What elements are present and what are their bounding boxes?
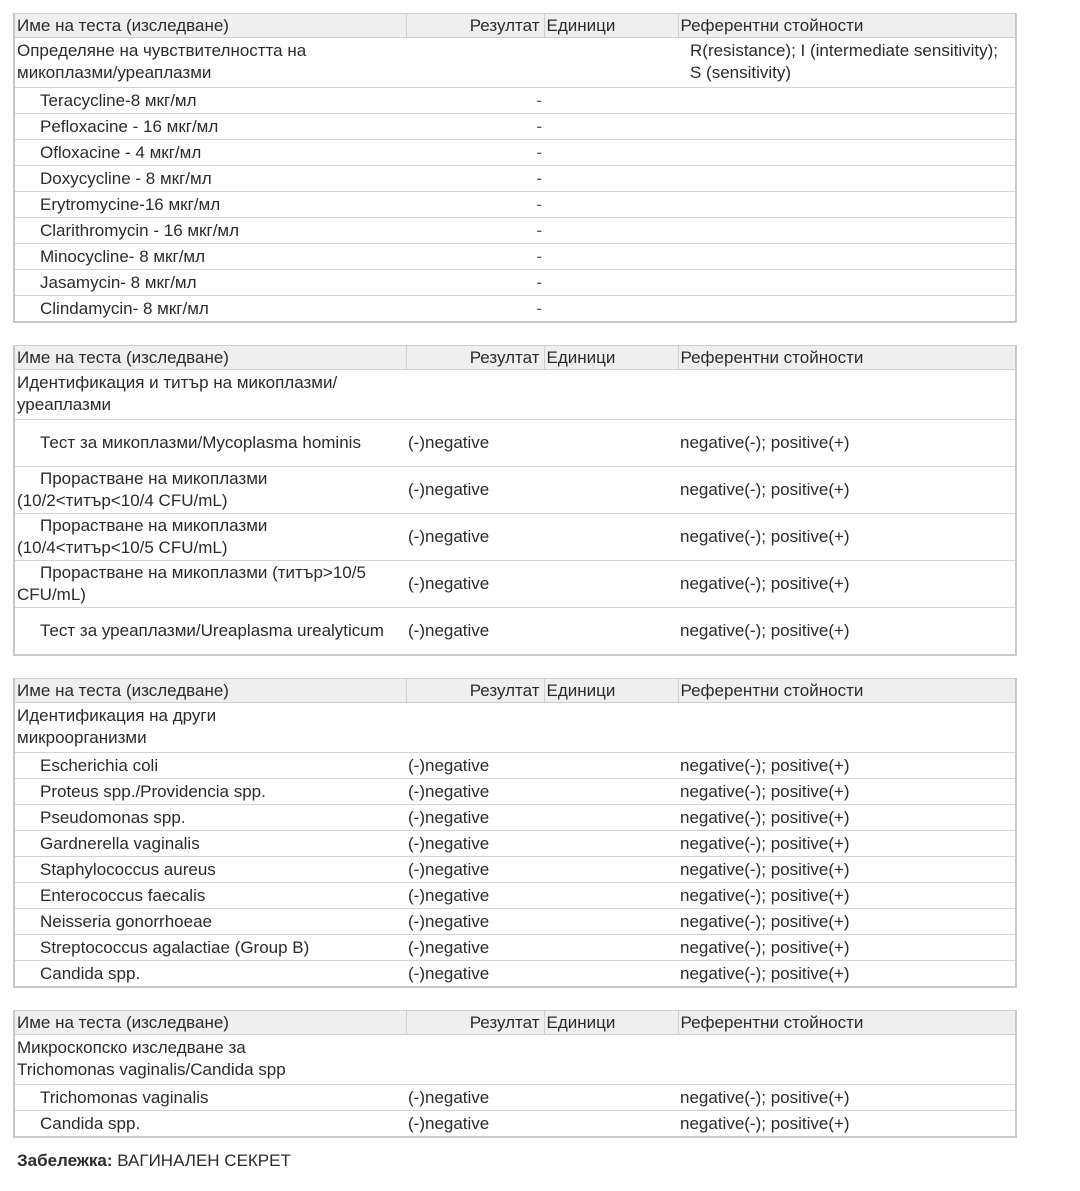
test-units	[544, 296, 678, 323]
test-units	[544, 270, 678, 296]
test-reference: negative(-); positive(+)	[678, 883, 1016, 909]
group-title: Определяне на чувствителността на микоплазми/уреаплазми	[14, 38, 406, 88]
test-reference	[678, 88, 1016, 114]
test-reference: negative(-); positive(+)	[678, 514, 1016, 561]
test-units	[544, 561, 678, 608]
table-row	[14, 192, 1016, 218]
test-units	[544, 909, 678, 935]
table-row	[14, 514, 1016, 561]
test-units	[544, 166, 678, 192]
column-header-name: Име на теста (изследване)	[14, 679, 406, 703]
test-result: -	[406, 218, 544, 244]
test-result: -	[406, 270, 544, 296]
group-row	[14, 38, 1016, 88]
test-units	[544, 88, 678, 114]
test-units	[544, 805, 678, 831]
test-reference: negative(-); positive(+)	[680, 1113, 850, 1133]
table-row	[14, 805, 1016, 831]
test-name: Erytromycine-16 мкг/мл	[14, 192, 406, 218]
test-units	[544, 514, 678, 561]
test-result: -	[536, 298, 542, 318]
column-header-reference: Референтни стойности	[678, 1011, 1016, 1035]
test-reference: negative(-); positive(+)	[678, 857, 1016, 883]
test-reference: negative(-); positive(+)	[680, 963, 850, 983]
test-result: (-)negative	[406, 779, 544, 805]
table-row	[14, 140, 1016, 166]
test-units	[544, 467, 678, 514]
other-microorganisms-table	[13, 678, 1017, 988]
specimen-note	[17, 1151, 291, 1171]
table-row	[14, 753, 1016, 779]
test-reference	[678, 218, 1016, 244]
column-header-units: Единици	[544, 346, 678, 370]
table-row	[14, 114, 1016, 140]
test-reference	[678, 296, 1016, 323]
table-row	[14, 909, 1016, 935]
test-reference: negative(-); positive(+)	[678, 805, 1016, 831]
table-row	[14, 244, 1016, 270]
column-header-result: Резултат	[406, 346, 544, 370]
table-row	[14, 166, 1016, 192]
test-name: Candida spp.	[40, 1113, 141, 1133]
column-header-result: Резултат	[406, 1011, 544, 1035]
table-header	[14, 346, 1016, 370]
test-units	[544, 218, 678, 244]
test-reference: negative(-); positive(+)	[678, 935, 1016, 961]
test-name: Прорастване на микоплазми (10/2<титър<10/4 CFU/mL)	[14, 467, 406, 514]
test-reference: negative(-); positive(+)	[678, 420, 1016, 467]
test-name: Trichomonas vaginalis	[14, 1085, 406, 1111]
test-name: Тест за микоплазми/Mycoplasma hominis	[14, 420, 406, 467]
group-title: Идентификация на други микроорганизми	[14, 703, 406, 753]
test-units	[544, 753, 678, 779]
column-header-reference: Референтни стойности	[678, 346, 1016, 370]
test-units	[544, 883, 678, 909]
test-result: (-)negative	[408, 1113, 490, 1133]
group-row	[14, 703, 1016, 753]
test-result: -	[406, 88, 544, 114]
test-result: (-)negative	[406, 935, 544, 961]
test-result: (-)negative	[406, 514, 544, 561]
test-result: (-)negative	[406, 909, 544, 935]
column-header-reference: Референтни стойности	[678, 14, 1016, 38]
test-name: Proteus spp./Providencia spp.	[14, 779, 406, 805]
column-header-units: Единици	[544, 14, 678, 38]
test-result: (-)negative	[406, 420, 544, 467]
test-result: (-)negative	[406, 857, 544, 883]
column-header-units: Единици	[544, 1011, 678, 1035]
test-reference: negative(-); positive(+)	[678, 753, 1016, 779]
test-reference: negative(-); positive(+)	[680, 621, 850, 640]
test-name: Gardnerella vaginalis	[14, 831, 406, 857]
group-row	[14, 370, 1016, 420]
table-row	[14, 831, 1016, 857]
test-name: Enterococcus faecalis	[14, 883, 406, 909]
group-title: Микроскопско изследване за Trichomonas vaginalis/Candida spp	[14, 1035, 406, 1085]
test-name: Тест за уреаплазми/Ureaplasma urealyticum	[40, 621, 384, 640]
test-name: Pefloxacine - 16 мкг/мл	[14, 114, 406, 140]
test-units	[544, 961, 678, 988]
test-units	[544, 192, 678, 218]
test-reference: negative(-); positive(+)	[678, 1085, 1016, 1111]
test-units	[544, 831, 678, 857]
test-reference: negative(-); positive(+)	[678, 909, 1016, 935]
test-name: Clarithromycin - 16 мкг/мл	[14, 218, 406, 244]
table-row	[14, 1085, 1016, 1111]
test-name: Teracycline-8 мкг/мл	[14, 88, 406, 114]
test-name: Minocycline- 8 мкг/мл	[14, 244, 406, 270]
test-result: (-)negative	[406, 805, 544, 831]
test-result: (-)negative	[406, 561, 544, 608]
column-header-units: Единици	[544, 679, 678, 703]
test-result: -	[406, 166, 544, 192]
test-reference	[678, 244, 1016, 270]
table-row	[14, 296, 1016, 323]
column-header-name: Име на теста (изследване)	[14, 14, 406, 38]
test-name: Streptococcus agalactiae (Group B)	[14, 935, 406, 961]
test-units	[544, 1111, 678, 1138]
table-row	[14, 467, 1016, 514]
test-reference	[678, 140, 1016, 166]
test-name: Jasamycin- 8 мкг/мл	[14, 270, 406, 296]
test-name: Staphylococcus aureus	[14, 857, 406, 883]
table-row	[14, 608, 1016, 656]
test-units	[544, 140, 678, 166]
table-row	[14, 88, 1016, 114]
test-result: -	[406, 192, 544, 218]
test-result: -	[406, 244, 544, 270]
table-header	[14, 679, 1016, 703]
table-row	[14, 561, 1016, 608]
test-result: (-)negative	[408, 621, 490, 640]
test-units	[544, 1085, 678, 1111]
table-row	[14, 935, 1016, 961]
column-header-name: Име на теста (изследване)	[14, 1011, 406, 1035]
mycoplasma-identification-table	[13, 345, 1017, 656]
test-units	[544, 244, 678, 270]
test-units	[544, 420, 678, 467]
note-value: ВАГИНАЛЕН СЕКРЕТ	[112, 1151, 291, 1170]
test-reference	[678, 114, 1016, 140]
test-reference: negative(-); positive(+)	[678, 779, 1016, 805]
microscopy-table	[13, 1010, 1017, 1138]
test-name: Doxycycline - 8 мкг/мл	[14, 166, 406, 192]
test-name: Escherichia coli	[14, 753, 406, 779]
test-name: Candida spp.	[40, 963, 141, 983]
test-name: Прорастване на микоплазми (титър>10/5 CFU/mL)	[14, 561, 406, 608]
test-result: (-)negative	[408, 963, 490, 983]
test-result: (-)negative	[406, 831, 544, 857]
table-row	[14, 420, 1016, 467]
table-row	[14, 218, 1016, 244]
test-name: Clindamycin- 8 мкг/мл	[40, 298, 209, 318]
table-row	[14, 270, 1016, 296]
test-result: (-)negative	[406, 1085, 544, 1111]
test-result: (-)negative	[406, 883, 544, 909]
column-header-name: Име на теста (изследване)	[14, 346, 406, 370]
test-name: Ofloxacine - 4 мкг/мл	[14, 140, 406, 166]
test-reference	[678, 166, 1016, 192]
test-units	[544, 114, 678, 140]
susceptibility-table	[13, 13, 1017, 323]
test-reference: negative(-); positive(+)	[678, 467, 1016, 514]
test-reference: negative(-); positive(+)	[678, 831, 1016, 857]
column-header-result: Резултат	[406, 14, 544, 38]
test-result: -	[406, 140, 544, 166]
test-name: Pseudomonas spp.	[14, 805, 406, 831]
lab-report	[13, 13, 1015, 1160]
test-result: (-)negative	[406, 467, 544, 514]
column-header-result: Резултат	[406, 679, 544, 703]
note-label: Забележка:	[17, 1151, 113, 1170]
group-reference: R(resistance); I (intermediate sensitivity); S (sensitivity)	[678, 38, 1016, 88]
test-units	[544, 779, 678, 805]
group-row	[14, 1035, 1016, 1085]
table-row	[14, 779, 1016, 805]
test-result: -	[406, 114, 544, 140]
test-reference: negative(-); positive(+)	[678, 561, 1016, 608]
test-units	[544, 608, 678, 656]
table-row	[14, 857, 1016, 883]
table-header	[14, 1011, 1016, 1035]
test-name: Neisseria gonorrhoeae	[14, 909, 406, 935]
table-row	[14, 1111, 1016, 1138]
group-title: Идентификация и титър на микоплазми/ уреаплазми	[14, 370, 406, 420]
table-row	[14, 961, 1016, 988]
column-header-reference: Референтни стойности	[678, 679, 1016, 703]
table-header	[14, 14, 1016, 38]
test-reference	[678, 192, 1016, 218]
table-row	[14, 883, 1016, 909]
test-name: Прорастване на микоплазми (10/4<титър<10/5 CFU/mL)	[14, 514, 406, 561]
test-reference	[678, 270, 1016, 296]
test-units	[544, 857, 678, 883]
test-units	[544, 935, 678, 961]
test-result: (-)negative	[406, 753, 544, 779]
